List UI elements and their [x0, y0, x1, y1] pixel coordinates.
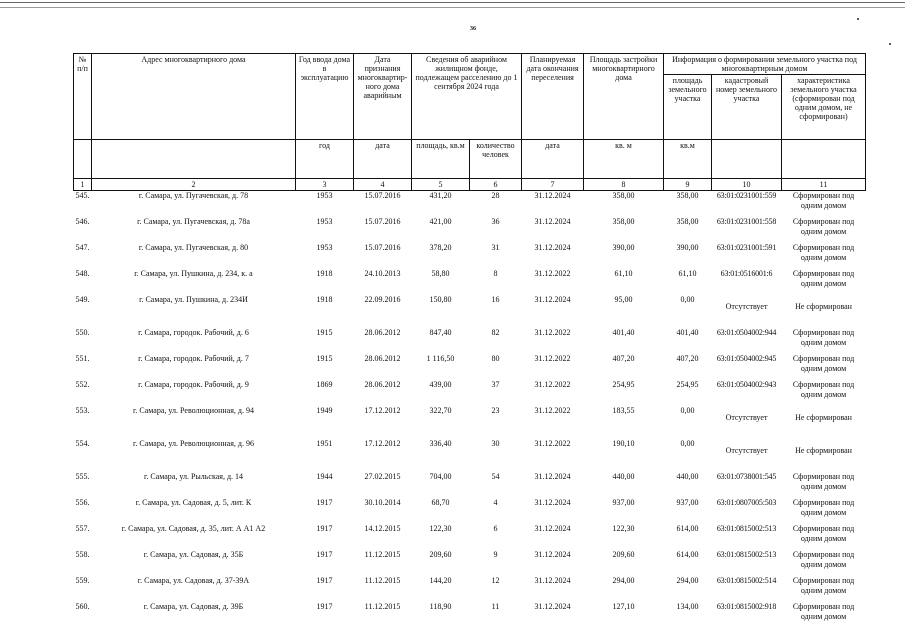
row-cadastral-number: 63:01:0815002:918	[716, 602, 777, 611]
row-number: 557.	[75, 524, 90, 533]
column-number: 1	[74, 179, 92, 191]
unit-empty	[712, 140, 782, 179]
row-date-emergency: 15.07.2016	[364, 191, 401, 200]
row-people-count: 31	[491, 243, 500, 252]
unit-sqm: кв. м	[584, 140, 664, 179]
row-people-count: 37	[491, 380, 500, 389]
row-cadastral-number: 63:01:0516001:6	[720, 269, 773, 278]
header-cadastral: кадастровый номер земельного участка	[712, 75, 782, 140]
row-year-built: 1915	[316, 328, 333, 337]
row-land-status: Не сформирован	[795, 413, 852, 422]
row-land-area: 0,00	[680, 439, 695, 448]
row-date-emergency: 24.10.2013	[364, 269, 401, 278]
row-land-status: Сформирован под одним домом	[792, 328, 855, 347]
row-land-area: 0,00	[680, 406, 695, 415]
row-address: г. Самара, городок. Рабочий, д. 6	[138, 328, 249, 337]
row-cadastral-number: 63:01:0504002:943	[716, 380, 777, 389]
row-planned-date: 31.12.2024	[534, 472, 571, 481]
row-land-area: 294,00	[676, 576, 699, 585]
row-land-area: 254,95	[676, 380, 699, 389]
header-land-info: Информация о формировании земельного участка под многоквартирным домом	[664, 54, 866, 75]
row-address: г. Самара, ул. Садовая, д. 35, лит. А А1 А2	[121, 524, 266, 533]
row-building-area: 183,55	[612, 406, 635, 415]
table-row	[74, 269, 866, 295]
row-number: 545.	[75, 191, 90, 200]
unit-planned: дата	[522, 140, 584, 179]
row-date-emergency: 28.06.2012	[364, 380, 401, 389]
row-year-built: 1917	[316, 550, 333, 559]
row-building-area: 440,00	[612, 472, 635, 481]
row-year-built: 1917	[316, 602, 333, 611]
row-building-area: 254,95	[612, 380, 635, 389]
row-date-emergency: 27.02.2015	[364, 472, 401, 481]
row-land-area: 614,00	[676, 550, 699, 559]
row-people-count: 8	[493, 269, 498, 278]
row-building-area: 122,30	[612, 524, 635, 533]
row-number: 554.	[75, 439, 90, 448]
row-land-area: 61,10	[678, 269, 697, 278]
column-number: 2	[92, 179, 296, 191]
row-date-emergency: 11.12.2015	[364, 602, 401, 611]
row-planned-date: 31.12.2022	[534, 406, 571, 415]
column-number: 4	[354, 179, 412, 191]
table-row	[74, 472, 866, 498]
row-year-built: 1944	[316, 472, 333, 481]
row-planned-date: 31.12.2022	[534, 439, 571, 448]
row-planned-date: 31.12.2024	[534, 524, 571, 533]
header-land-char: характеристика земельного участка (сформирован под одним домом, не сформирован)	[782, 75, 866, 140]
row-land-status: Сформирован под одним домом	[792, 602, 855, 621]
header-land-area: площадь земельного участка	[664, 75, 712, 140]
column-number: 6	[470, 179, 522, 191]
row-number: 552.	[75, 380, 90, 389]
row-year-built: 1953	[316, 217, 333, 226]
table-row	[74, 439, 866, 472]
row-year-built: 1917	[316, 576, 333, 585]
row-year-built: 1918	[316, 295, 333, 304]
row-land-status: Сформирован под одним домом	[792, 576, 855, 595]
row-people-count: 16	[491, 295, 500, 304]
row-number: 560.	[75, 602, 90, 611]
unit-empty	[74, 140, 92, 179]
row-cadastral-number: 63:01:0807005:503	[716, 498, 777, 507]
row-address: г. Самара, ул. Революционная, д. 94	[133, 406, 254, 415]
column-number: 10	[712, 179, 782, 191]
row-emergency-area: 704,00	[429, 472, 452, 481]
row-emergency-area: 68,70	[431, 498, 450, 507]
table-row	[74, 243, 866, 269]
row-people-count: 30	[491, 439, 500, 448]
row-cadastral-number: 63:01:0231001:558	[716, 217, 777, 226]
row-date-emergency: 15.07.2016	[364, 217, 401, 226]
row-emergency-area: 421,00	[429, 217, 452, 226]
row-cadastral-number: 63:01:0815002:513	[716, 550, 777, 559]
column-number: 8	[584, 179, 664, 191]
row-number: 550.	[75, 328, 90, 337]
table-row	[74, 576, 866, 602]
row-people-count: 36	[491, 217, 500, 226]
column-number: 11	[782, 179, 866, 191]
scan-border-line	[0, 2, 905, 8]
row-building-area: 209,60	[612, 550, 635, 559]
row-building-area: 407,20	[612, 354, 635, 363]
row-number: 556.	[75, 498, 90, 507]
row-people-count: 11	[491, 602, 500, 611]
row-date-emergency: 17.12.2012	[364, 406, 401, 415]
row-cadastral-number: Отсутствует	[725, 446, 768, 455]
row-year-built: 1915	[316, 354, 333, 363]
row-people-count: 80	[491, 354, 500, 363]
row-planned-date: 31.12.2024	[534, 217, 571, 226]
row-people-count: 6	[493, 524, 498, 533]
row-building-area: 294,00	[612, 576, 635, 585]
row-building-area: 127,10	[612, 602, 635, 611]
row-building-area: 61,10	[614, 269, 633, 278]
row-address: г. Самара, ул. Рыльская, д. 14	[143, 472, 244, 481]
row-cadastral-number: 63:01:0738001:545	[716, 472, 777, 481]
row-address: г. Самара, ул. Пугачевская, д. 80	[138, 243, 249, 252]
row-date-emergency: 14.12.2015	[364, 524, 401, 533]
row-land-status: Сформирован под одним домом	[792, 498, 855, 517]
unit-people: количество человек	[470, 140, 522, 179]
table-header	[74, 54, 866, 191]
row-emergency-area: 1 116,50	[426, 354, 455, 363]
column-number: 5	[412, 179, 470, 191]
row-planned-date: 31.12.2022	[534, 328, 571, 337]
row-planned-date: 31.12.2024	[534, 191, 571, 200]
row-land-status: Сформирован под одним домом	[792, 550, 855, 569]
row-date-emergency: 17.12.2012	[364, 439, 401, 448]
row-planned-date: 31.12.2024	[534, 498, 571, 507]
row-building-area: 190,10	[612, 439, 635, 448]
row-planned-date: 31.12.2024	[534, 576, 571, 585]
row-planned-date: 31.12.2024	[534, 602, 571, 611]
header-address: Адрес многоквартирного дома	[92, 54, 296, 140]
row-emergency-area: 336,40	[429, 439, 452, 448]
row-cadastral-number: 63:01:0231001:559	[716, 191, 777, 200]
row-date-emergency: 11.12.2015	[364, 576, 401, 585]
row-building-area: 95,00	[614, 295, 633, 304]
row-cadastral-number: Отсутствует	[725, 413, 768, 422]
row-people-count: 9	[493, 550, 498, 559]
table-row	[74, 380, 866, 406]
row-planned-date: 31.12.2022	[534, 354, 571, 363]
row-building-area: 358,00	[612, 191, 635, 200]
table-row	[74, 217, 866, 243]
row-land-area: 401,40	[676, 328, 699, 337]
header-date-emergency: Дата признания многоквартир-ного дома аварийным	[354, 54, 412, 140]
row-emergency-area: 439,00	[429, 380, 452, 389]
unit-date: дата	[354, 140, 412, 179]
row-land-status: Сформирован под одним домом	[792, 243, 855, 262]
column-number-row	[74, 179, 866, 191]
row-address: г. Самара, ул. Пушкина, д. 234, к. а	[134, 269, 253, 278]
row-people-count: 4	[493, 498, 498, 507]
table-row	[74, 524, 866, 550]
row-cadastral-number: 63:01:0504002:944	[716, 328, 777, 337]
row-number: 558.	[75, 550, 90, 559]
row-date-emergency: 15.07.2016	[364, 243, 401, 252]
unit-land-sqm: кв.м	[664, 140, 712, 179]
scan-speck	[857, 18, 859, 20]
row-year-built: 1949	[316, 406, 333, 415]
row-land-area: 614,00	[676, 524, 699, 533]
unit-empty	[92, 140, 296, 179]
row-number: 551.	[75, 354, 90, 363]
row-date-emergency: 22.09.2016	[364, 295, 401, 304]
row-land-area: 358,00	[676, 191, 699, 200]
row-year-built: 1953	[316, 191, 333, 200]
row-planned-date: 31.12.2022	[534, 380, 571, 389]
table-row	[74, 191, 866, 218]
row-year-built: 1953	[316, 243, 333, 252]
row-people-count: 54	[491, 472, 500, 481]
row-emergency-area: 322,70	[429, 406, 452, 415]
row-land-area: 440,00	[676, 472, 699, 481]
row-year-built: 1918	[316, 269, 333, 278]
row-building-area: 358,00	[612, 217, 635, 226]
row-address: г. Самара, городок. Рабочий, д. 9	[138, 380, 249, 389]
column-number: 3	[296, 179, 354, 191]
table-row	[74, 602, 866, 628]
row-cadastral-number: 63:01:0504002:945	[716, 354, 777, 363]
row-date-emergency: 30.10.2014	[364, 498, 401, 507]
row-date-emergency: 28.06.2012	[364, 328, 401, 337]
row-address: г. Самара, ул. Садовая, д. 37-39А	[137, 576, 250, 585]
row-land-area: 390,00	[676, 243, 699, 252]
unit-year: год	[296, 140, 354, 179]
table-body	[74, 191, 866, 629]
row-address: г. Самара, городок. Рабочий, д. 7	[138, 354, 249, 363]
row-land-status: Сформирован под одним домом	[792, 354, 855, 373]
row-land-status: Сформирован под одним домом	[792, 472, 855, 491]
row-emergency-area: 58,80	[431, 269, 450, 278]
table-row	[74, 498, 866, 524]
row-land-status: Сформирован под одним домом	[792, 217, 855, 236]
unit-area: площадь, кв.м	[412, 140, 470, 179]
row-address: г. Самара, ул. Садовая, д. 35Б	[143, 550, 244, 559]
row-land-status: Сформирован под одним домом	[792, 269, 855, 288]
row-year-built: 1951	[316, 439, 333, 448]
row-address: г. Самара, ул. Революционная, д. 96	[133, 439, 254, 448]
row-planned-date: 31.12.2024	[534, 295, 571, 304]
unit-empty	[782, 140, 866, 179]
row-emergency-area: 118,90	[429, 602, 452, 611]
row-year-built: 1869	[316, 380, 333, 389]
row-emergency-area: 150,80	[429, 295, 452, 304]
column-number: 7	[522, 179, 584, 191]
row-address: г. Самара, ул. Пугачевская, д. 78	[138, 191, 249, 200]
row-address: г. Самара, ул. Садовая, д. 39Б	[143, 602, 244, 611]
row-number: 548.	[75, 269, 90, 278]
row-emergency-area: 378,20	[429, 243, 452, 252]
row-land-status: Не сформирован	[795, 446, 852, 455]
row-land-status: Сформирован под одним домом	[792, 380, 855, 399]
table-row	[74, 328, 866, 354]
row-land-area: 407,20	[676, 354, 699, 363]
row-emergency-area: 209,60	[429, 550, 452, 559]
header-building-area: Площадь застройки многоквартирного дома	[584, 54, 664, 140]
row-number: 555.	[75, 472, 90, 481]
row-number: 547.	[75, 243, 90, 252]
row-address: г. Самара, ул. Пугачевская, д. 78а	[137, 217, 250, 226]
row-emergency-area: 144,20	[429, 576, 452, 585]
row-planned-date: 31.12.2024	[534, 243, 571, 252]
scan-speck	[889, 43, 891, 45]
row-land-area: 134,00	[676, 602, 699, 611]
row-planned-date: 31.12.2024	[534, 550, 571, 559]
table-row	[74, 550, 866, 576]
row-building-area: 937,00	[612, 498, 635, 507]
row-cadastral-number: 63:01:0231001:591	[716, 243, 777, 252]
row-building-area: 390,00	[612, 243, 635, 252]
row-people-count: 23	[491, 406, 500, 415]
row-address: г. Самара, ул. Пушкина, д. 234И	[139, 295, 248, 304]
row-people-count: 12	[491, 576, 500, 585]
row-people-count: 82	[491, 328, 500, 337]
row-people-count: 28	[491, 191, 500, 200]
header-emergency-fund: Сведения об аварийном жилищном фонде, подлежащем расселению до 1 сентября 2024 года	[412, 54, 522, 140]
row-cadastral-number: 63:01:0815002:513	[716, 524, 777, 533]
row-land-status: Сформирован под одним домом	[792, 524, 855, 543]
row-number: 553.	[75, 406, 90, 415]
row-cadastral-number: Отсутствует	[725, 302, 768, 311]
table-row	[74, 406, 866, 439]
header-year-built: Год ввода дома в эксплуатацию	[296, 54, 354, 140]
row-year-built: 1917	[316, 524, 333, 533]
header-planned-date: Планируемая дата окончания переселения	[522, 54, 584, 140]
row-land-area: 937,00	[676, 498, 699, 507]
row-planned-date: 31.12.2022	[534, 269, 571, 278]
housing-register-table	[73, 53, 866, 628]
row-year-built: 1917	[316, 498, 333, 507]
row-land-status: Сформирован под одним домом	[792, 191, 855, 210]
row-emergency-area: 847,40	[429, 328, 452, 337]
row-building-area: 401,40	[612, 328, 635, 337]
table-row	[74, 295, 866, 328]
row-cadastral-number: 63:01:0815002:514	[716, 576, 777, 585]
row-emergency-area: 122,30	[429, 524, 452, 533]
row-number: 559.	[75, 576, 90, 585]
row-number: 546.	[75, 217, 90, 226]
row-date-emergency: 28.06.2012	[364, 354, 401, 363]
row-land-area: 358,00	[676, 217, 699, 226]
row-land-area: 0,00	[680, 295, 695, 304]
header-num: № п/п	[74, 54, 92, 140]
row-number: 549.	[75, 295, 90, 304]
row-date-emergency: 11.12.2015	[364, 550, 401, 559]
row-land-status: Не сформирован	[795, 302, 852, 311]
page-number: 36	[470, 26, 476, 32]
row-emergency-area: 431,20	[429, 191, 452, 200]
column-number: 9	[664, 179, 712, 191]
table-row	[74, 354, 866, 380]
row-address: г. Самара, ул. Садовая, д. 5, лит. К	[135, 498, 252, 507]
